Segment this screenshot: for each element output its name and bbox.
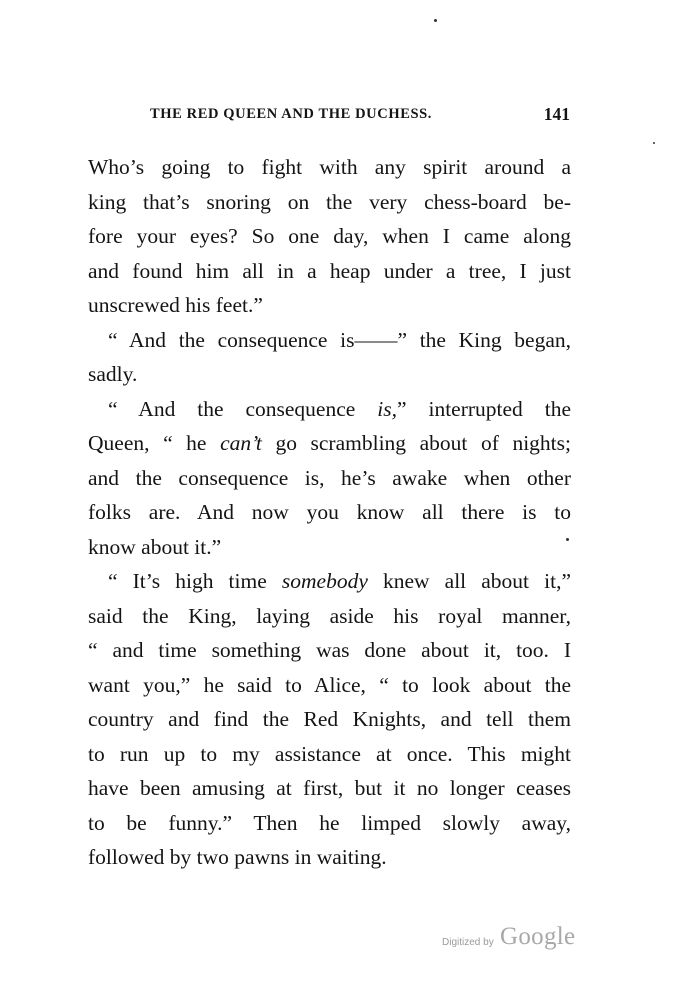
text-line: “ and time something was done about it, too. I — [88, 638, 571, 662]
text-line: Queen, “ he can’t go scrambling about of nights; — [88, 431, 571, 455]
text-line: sadly. — [88, 362, 138, 386]
text-line: fore your eyes? So one day, when I came along — [88, 224, 571, 248]
text-line: know about it.” — [88, 534, 222, 559]
page-header — [150, 106, 572, 130]
text-line: unscrewed his feet.” — [88, 293, 263, 317]
text-line: country and find the Red Knights, and tell them — [88, 707, 571, 731]
ink-speck — [434, 19, 437, 22]
text-line: “ And the consequence is——” the King began, — [108, 327, 571, 352]
text-line: “ It’s high time somebody knew all about it,” — [108, 569, 571, 593]
page-number: 141 — [543, 104, 570, 124]
text-line: folks are. And now you know all there is to — [88, 500, 571, 524]
italic-text: is, — [377, 396, 397, 421]
text-line: followed by two pawns in waiting. — [88, 845, 387, 869]
text-line: and the consequence is, he’s awake when other — [88, 465, 571, 490]
text-line: said the King, laying aside his royal manner, — [88, 603, 571, 628]
digitized-watermark — [442, 925, 582, 955]
text-line: have been amusing at first, but it no longer ceases — [88, 776, 571, 800]
text-line: want you,” he said to Alice, “ to look about the — [88, 672, 571, 697]
text-line: Who’s going to fight with any spirit around a — [88, 155, 571, 179]
italic-text: somebody — [281, 569, 368, 593]
running-title: THE RED QUEEN AND THE DUCHESS. — [150, 106, 433, 122]
italic-text: can’t — [220, 431, 262, 455]
text-line: and found him all in a heap under a tree, I just — [88, 258, 571, 283]
body-text — [88, 150, 571, 875]
text-line: king that’s snoring on the very chess-board be- — [88, 189, 571, 214]
google-logo: Google — [500, 923, 576, 950]
text-line: “ And the consequence is,” interrupted the — [108, 396, 572, 421]
ink-speck — [653, 142, 655, 144]
text-line: to be funny.” Then he limped slowly away, — [88, 810, 571, 835]
text-line: to run up to my assistance at once. This might — [88, 741, 571, 766]
watermark-caption: Digitized by — [442, 937, 494, 948]
